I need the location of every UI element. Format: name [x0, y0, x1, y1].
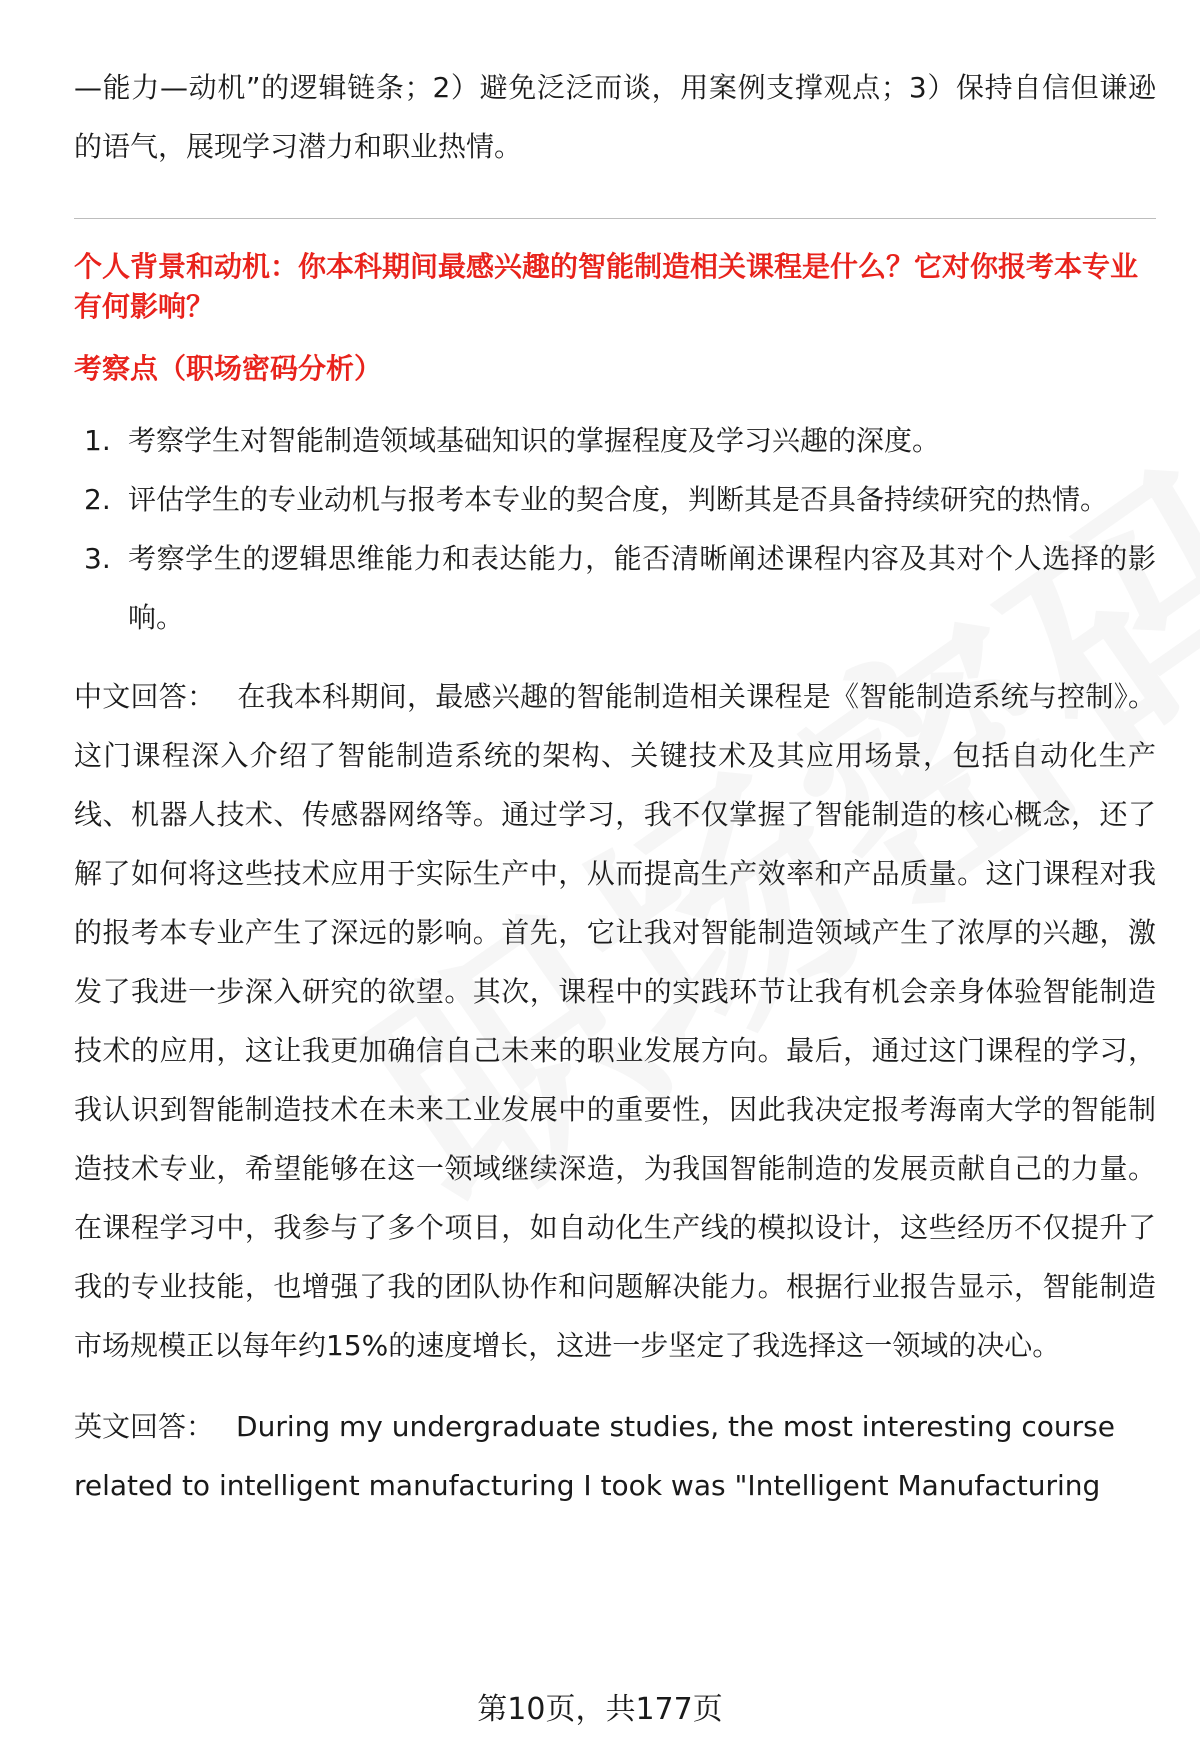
chinese-answer-paragraph: [74, 667, 1156, 1375]
list-item: [74, 470, 1156, 529]
english-answer-paragraph: [74, 1397, 1156, 1515]
list-item-text: 考察学生对智能制造领域基础知识的掌握程度及学习兴趣的深度。: [128, 424, 941, 457]
list-item: [74, 529, 1156, 647]
list-item-number: 1.: [84, 424, 111, 457]
page-footer: 第10页，共177页: [477, 1692, 723, 1727]
english-answer-label: 英文回答：: [74, 1410, 215, 1443]
question-heading: 个人背景和动机：你本科期间最感兴趣的智能制造相关课程是什么？它对你报考本专业有何影响？: [74, 250, 1139, 323]
list-item-number: 2.: [84, 483, 111, 516]
document-page: [74, 58, 1156, 1515]
list-item-text: 考察学生的逻辑思维能力和表达能力，能否清晰阐述课程内容及其对个人选择的影响。: [128, 542, 1156, 634]
assessment-subheading: 考察点（职场密码分析）: [74, 352, 383, 385]
english-answer-text: During my undergraduate studies, the most interesting course related to intelligent manufacturing I took was "Intelligent Manufacturing: [74, 1410, 1115, 1502]
chinese-answer-text: 在我本科期间，最感兴趣的智能制造相关课程是《智能制造系统与控制》。这门课程深入介绍了智能制造系统的架构、关键技术及其应用场景，包括自动化生产线、机器人技术、传感器网络等。通过学习，我不仅掌握了智能制造的核心概念，还了解了如何将这些技术应用于实际生产中，从而提高生产效率和产品质量。这门课程对我的报考本专业产生了深远的影响。首先，它让我对智能制造领域产生了浓厚的兴趣，激发了我进一步深入研究的欲望。其次，课程中的实践环节让我有机会亲身体验智能制造技术的应用，这让我更加确信自己未来的职业发展方向。最后，通过这门课程的学习，我认识到智能制造技术在未来工业发展中的重要性，因此我决定报考海南大学的智能制造技术专业，希望能够在这一领域继续深造，为我国智能制造的发展贡献自己的力量。在课程学习中，我参与了多个项目，如自动化生产线的模拟设计，这些经历不仅提升了我的专业技能，也增强了我的团队协作和问题解决能力。根据行业报告显示，智能制造市场规模正以每年约15%的速度增长，这进一步坚定了我选择这一领域的决心。: [74, 680, 1156, 1362]
intro-paragraph: —能力—动机”的逻辑链条；2）避免泛泛而谈，用案例支撑观点；3）保持自信但谦逊的语气，展现学习潜力和职业热情。: [74, 71, 1156, 163]
section-divider: [74, 218, 1156, 219]
list-item-text: 评估学生的专业动机与报考本专业的契合度，判断其是否具备持续研究的热情。: [128, 483, 1109, 516]
list-item: [74, 411, 1156, 470]
assessment-points-list: [74, 411, 1156, 647]
chinese-answer-label: 中文回答：: [74, 680, 216, 713]
list-item-number: 3.: [84, 542, 111, 575]
